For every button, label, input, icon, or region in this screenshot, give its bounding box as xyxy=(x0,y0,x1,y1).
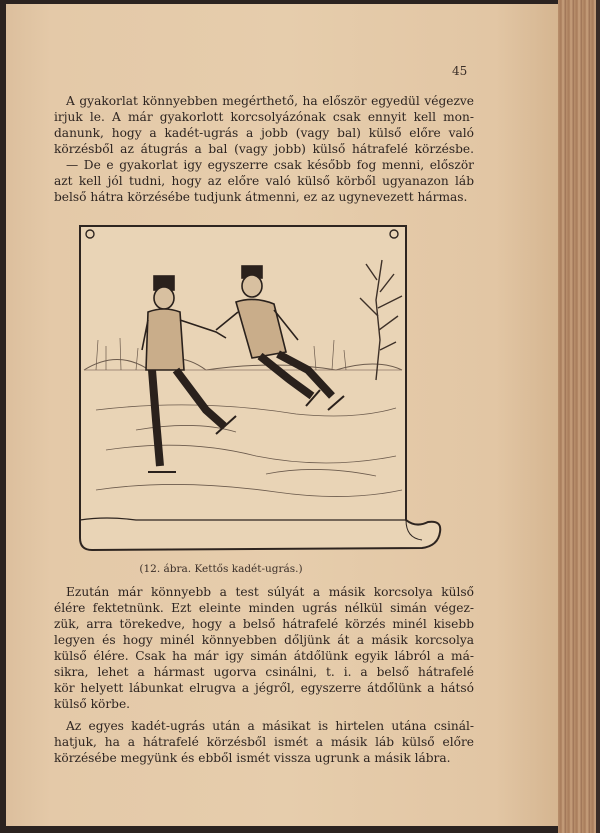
page-number: 45 xyxy=(452,64,468,78)
text-line: — De e gyakorlat igy egyszerre csak később fog menni, először xyxy=(66,158,474,172)
text-line: Ezután már könnyebb a test súlyát a másik korcsolya külső xyxy=(66,585,474,599)
paragraph-1 xyxy=(54,93,474,205)
book-cover-edge xyxy=(596,0,600,833)
text-line: kör helyett lábunkat elrugva a jégről, egyszerre átdőlünk a hátsó xyxy=(54,681,474,695)
paragraph-2 xyxy=(54,584,474,712)
text-line: sikra, lehet a hármast ugorva csinálni, t. i. a belső hátrafelé xyxy=(54,665,474,679)
text-line: zük, arra törekedve, hogy a belső hátrafelé körzés minél kisebb xyxy=(54,617,474,631)
text-line: külső élére. Csak ha már igy simán átdőlünk egyik lábról a má- xyxy=(54,649,474,663)
text-line: hatjuk, ha a hátrafelé körzésből ismét a másik láb külső előre xyxy=(54,735,474,749)
figure-caption: (12. ábra. Kettős kadét-ugrás.) xyxy=(139,563,303,575)
paragraph-3 xyxy=(54,718,474,766)
text-line: élére fektetnünk. Ezt eleinte minden ugrás nélkül simán végez- xyxy=(54,601,474,615)
text-line: legyen és hogy minél könnyebben dőljünk át a másik korcsolya xyxy=(54,633,474,647)
text-line: körzésből az átugrás a bal (vagy jobb) külső hátrafelé körzésbe. xyxy=(54,142,474,156)
skaters-illustration xyxy=(76,220,446,560)
text-line: belső hátra körzésébe tudjunk átmenni, ez az ugynevezett hármas. xyxy=(54,190,468,204)
illustration-figure xyxy=(76,220,446,575)
text-line: körzésébe megyünk és ebből ismét vissza ugrunk a másik lábra. xyxy=(54,751,451,765)
text-line: A gyakorlat könnyebben megérthető, ha először egyedül végezve xyxy=(66,94,474,108)
text-line: külső körbe. xyxy=(54,697,131,711)
page-edges xyxy=(558,0,600,833)
text-line: azt kell jól tudni, hogy az előre való külső körből ugyanazon láb xyxy=(54,174,474,188)
text-line: danunk, hogy a kadét-ugrás a jobb (vagy bal) külső előre való xyxy=(54,126,474,140)
text-line: irjuk le. A már gyakorlott korcsolyázónak csak ennyit kell mon- xyxy=(54,110,474,124)
text-line: Az egyes kadét-ugrás után a másikat is hirtelen utána csinál- xyxy=(66,719,474,733)
book-page xyxy=(6,4,562,826)
